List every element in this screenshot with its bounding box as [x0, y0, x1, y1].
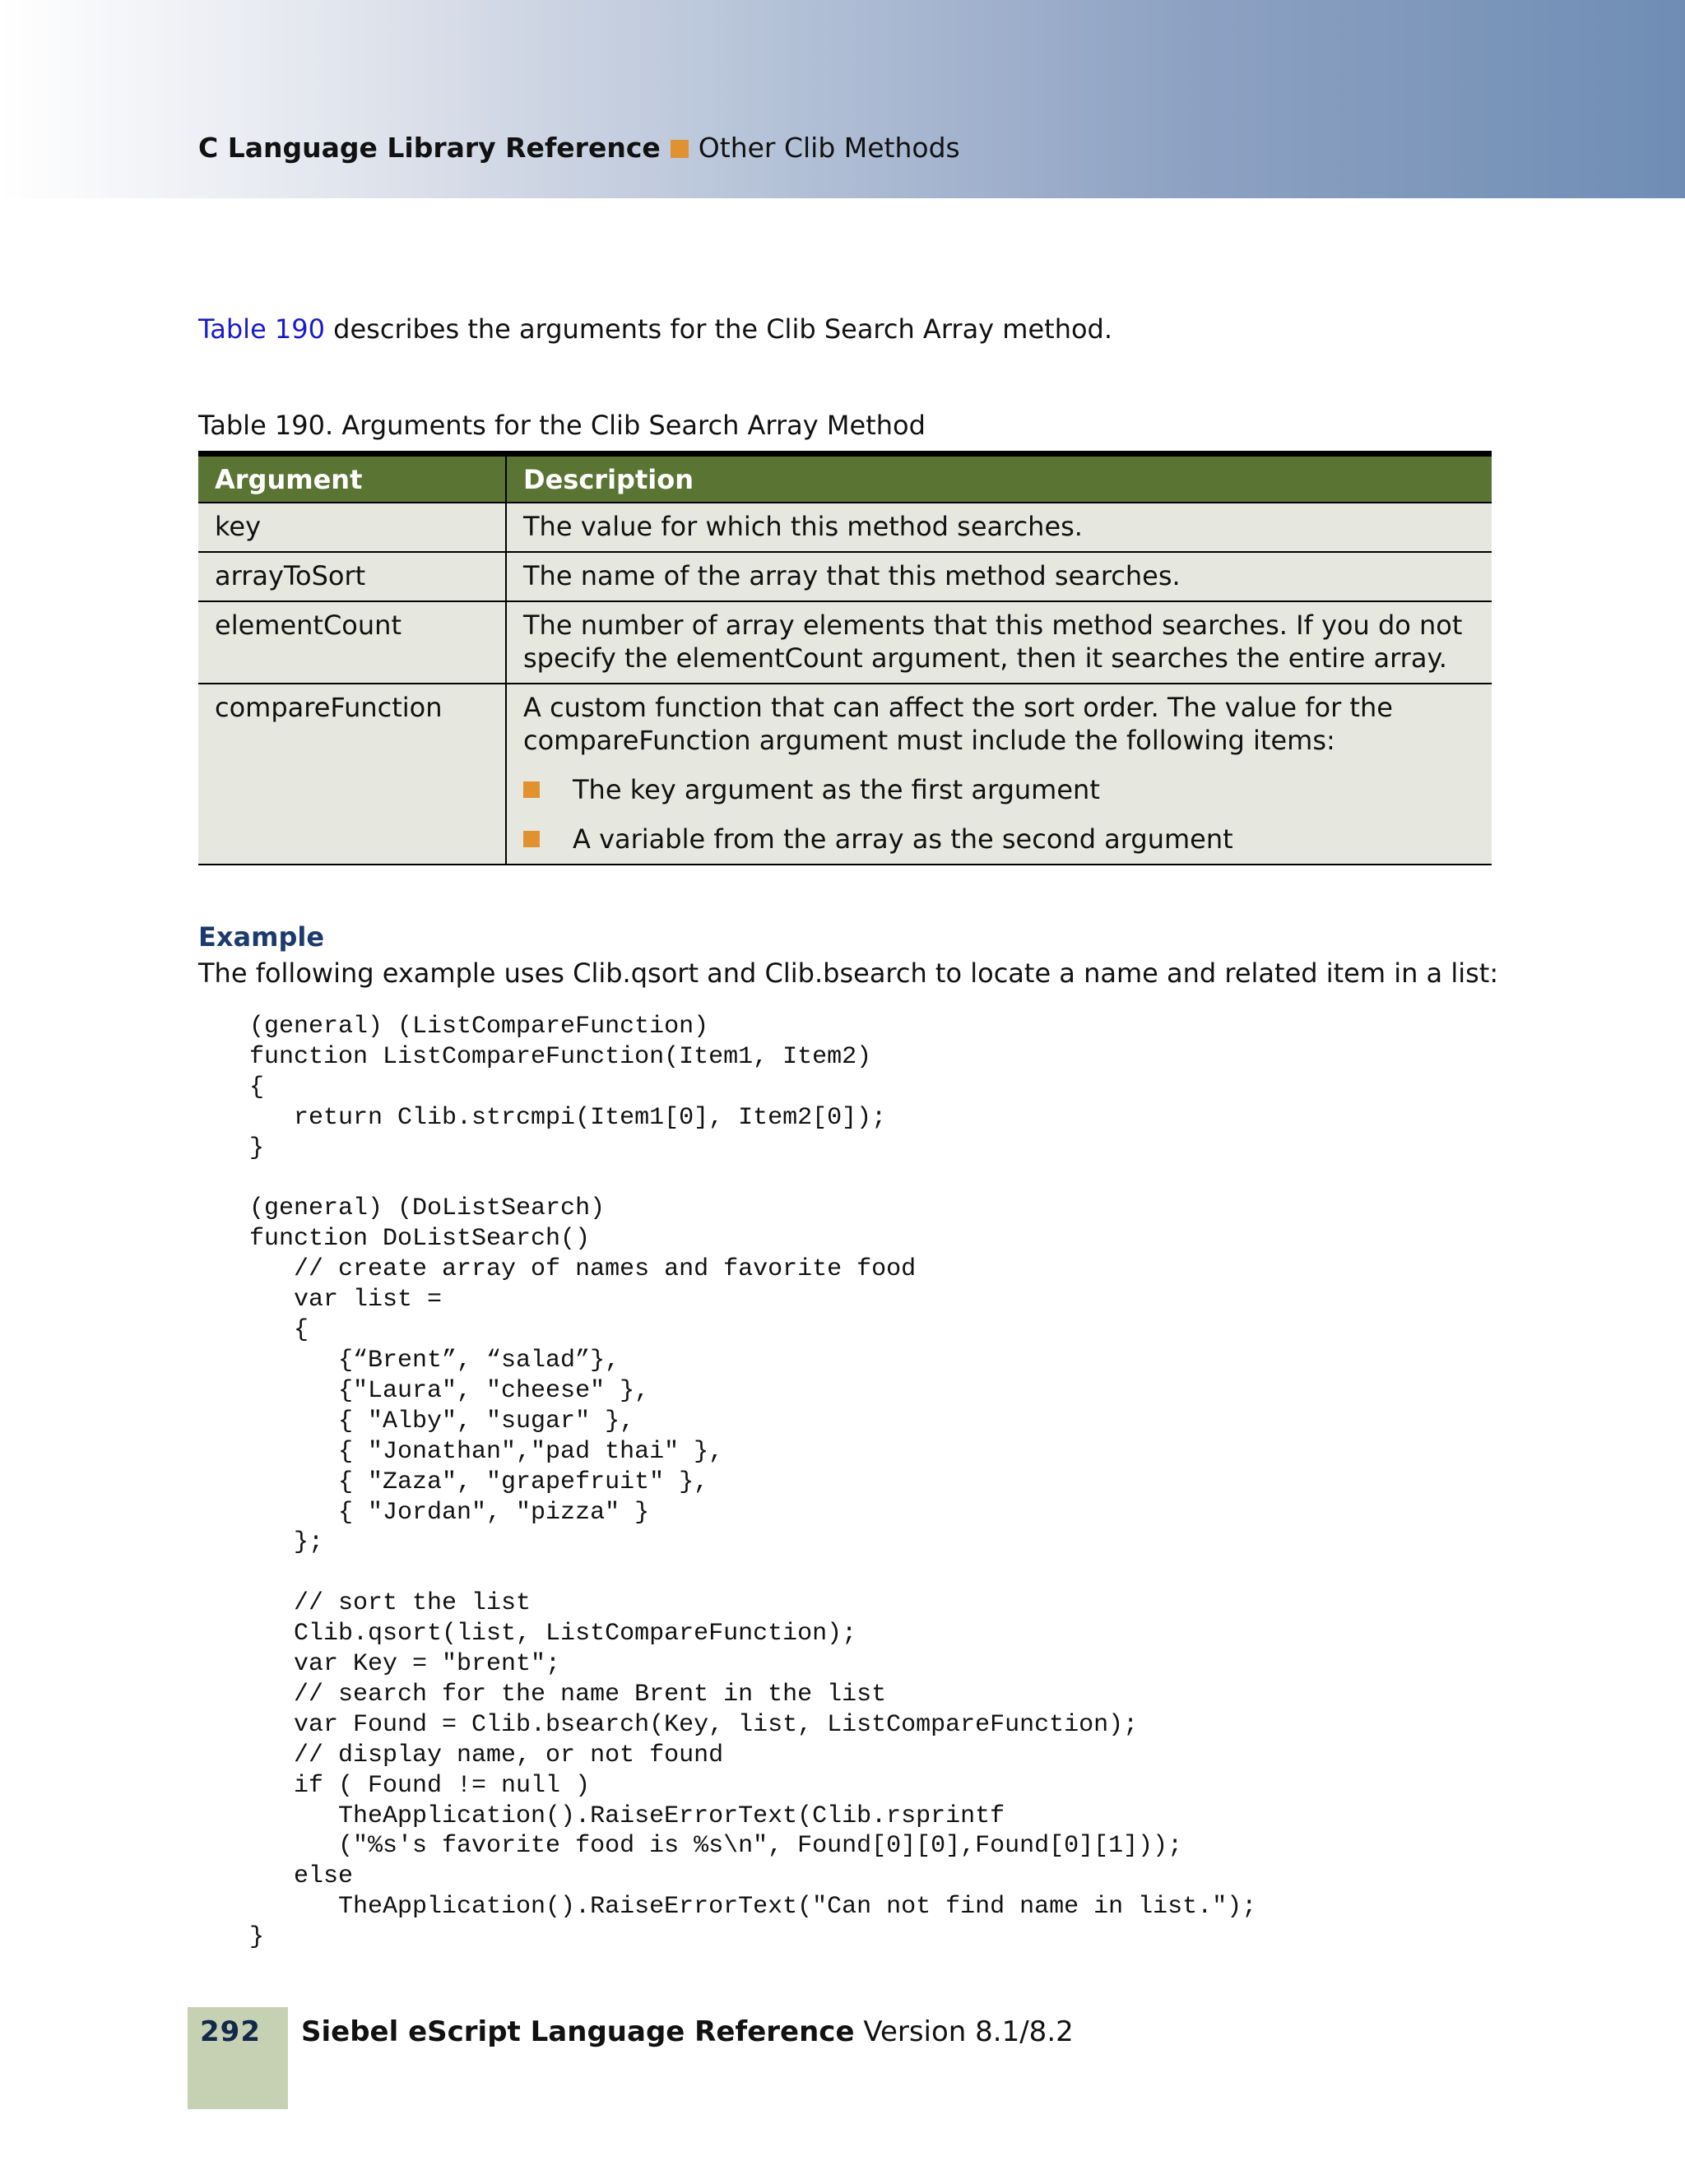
table-header-row	[198, 457, 1492, 503]
argument-cell: compareFunction	[198, 684, 506, 865]
description-cell: The number of array elements that this method searches. If you do not specify the elementCount argument, then it searches the entire array.	[506, 601, 1492, 684]
table-row	[198, 684, 1492, 865]
footer	[301, 2015, 1074, 2048]
arguments-table	[198, 451, 1492, 865]
bullet-item	[523, 773, 1475, 806]
table-reference-link[interactable]: Table 190	[198, 313, 325, 345]
table-row	[198, 552, 1492, 601]
example-description: The following example uses Clib.qsort and Clib.bsearch to locate a name and related item in a list:	[198, 958, 1499, 989]
description-cell	[506, 684, 1492, 865]
argument-cell: key	[198, 503, 506, 552]
table-row	[198, 601, 1492, 684]
table-row	[198, 503, 1492, 552]
description-text: A custom function that can affect the sort order. The value for the compareFunction argument must include the following items:	[523, 692, 1393, 756]
table-caption: Table 190. Arguments for the Clib Search Array Method	[198, 410, 926, 441]
code-sample: (general) (ListCompareFunction) function ListCompareFunction(Item1, Item2) { return Clib.strcmpi(Item1[0], Item2[0]); } (general) (DoListSearch) function DoListSearch() // create array of names and favorite food var list = { {“Brent”, “salad”}, {"Laura", "cheese" }, { "Alby", "sugar" }, { "Jonathan","pad thai" }, { "Zaza", "grapefruit" }, { "Jordan", "pizza" } }; // sort the list Clib.qsort(list, ListCompareFunction); var Key = "brent"; // search for the name Brent in the list var Found = Clib.bsearch(Key, list, ListCompareFunction); // display name, or not found if ( Found != null ) TheApplication().RaiseErrorText(Clib.rsprintf ("%s's favorite food is %s\n", Found[0][0],Found[0][1])); else TheApplication().RaiseErrorText("Can not find name in list."); }	[249, 1013, 1257, 1952]
bullet-square-icon	[523, 781, 540, 798]
column-header-argument: Argument	[198, 457, 506, 503]
page-number: 292	[200, 2015, 261, 2048]
footer-book-title: Siebel eScript Language Reference	[301, 2015, 855, 2048]
argument-cell: arrayToSort	[198, 552, 506, 601]
description-cell: The value for which this method searches.	[506, 503, 1492, 552]
example-heading: Example	[198, 921, 325, 953]
bullet-list	[523, 773, 1475, 856]
bullet-text: The key argument as the first argument	[573, 774, 1100, 805]
argument-cell: elementCount	[198, 601, 506, 684]
running-header	[198, 132, 960, 165]
column-header-description: Description	[506, 457, 1492, 503]
bullet-text: A variable from the array as the second argument	[573, 823, 1233, 855]
header-section-title: Other Clib Methods	[698, 132, 960, 164]
bullet-item	[523, 823, 1475, 856]
header-chapter-title: C Language Library Reference	[198, 132, 661, 164]
header-band	[0, 0, 1685, 198]
description-cell: The name of the array that this method searches.	[506, 552, 1492, 601]
footer-version: Version 8.1/8.2	[854, 2015, 1074, 2048]
intro-text: describes the arguments for the Clib Search Array method.	[325, 313, 1113, 345]
bullet-square-icon	[523, 831, 540, 847]
header-separator-icon	[671, 140, 689, 158]
intro-paragraph	[198, 313, 1112, 345]
